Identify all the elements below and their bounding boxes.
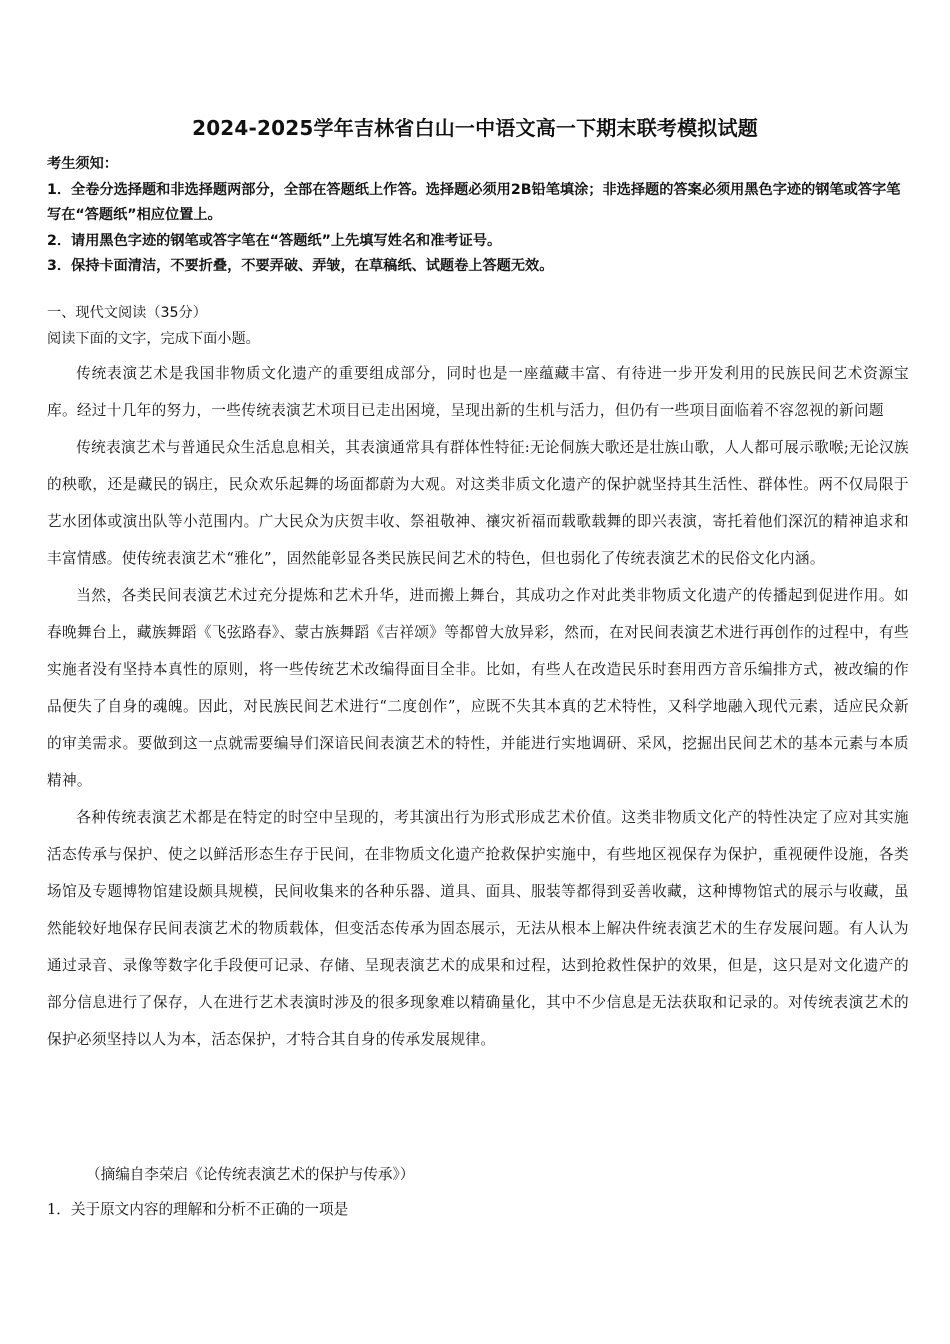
passage-paragraph-2: 传统表演艺术与普通民众生活息息相关，其表演通常具有群体性特征:无论侗族大歌还是壮族山歌，人人都可展示歌喉;无论汉族的秧歌，还是藏民的锅庄，民众欢乐起舞的场面都蔚为大观。对这类非质文化遗产的保护就坚持其生活性、群体性。两不仅局限于艺水团体或演出队等小范围内。广大民众为庆贺丰收、祭祖敬神、禳灾祈福而载歌载舞的即兴表演，寄托着他们深沉的精神追求和丰富情感。使传统表演艺术“雅化”，固然能彰显各类民族民间艺术的特色，但也弱化了传统表演艺术的民俗文化内涵。: [47, 439, 909, 567]
passage-paragraph-3: 当然，各类民间表演艺术过充分提炼和艺术升华，进而搬上舞台，其成功之作对此类非物质文化遗产的传播起到促进作用。如春晚舞台上，藏族舞蹈《飞弦路春》、蒙古族舞蹈《吉祥颂》等都曾大放异彩，然而，在对民间表演艺术进行再创作的过程中，有些实施者没有坚持本真性的原则，将一些传统艺术改编得面目全非。比如，有些人在改造民乐时套用西方音乐编排方式，被改编的作品便失了自身的魂魄。因此，对民族民间艺术进行“二度创作”，应既不失其本真的艺术特性，又科学地融入现代元素，适应民众新的审美需求。要做到这一点就需要编导们深谙民间表演艺术的特性，并能进行实地调研、采风，挖掘出民间艺术的基本元素与本质精神。: [47, 587, 909, 789]
notice-heading: 考生须知：: [47, 156, 118, 172]
passage-paragraph-4: 各种传统表演艺术都是在特定的时空中呈现的，考其演出行为形式形成艺术价值。这类非物质文化产的特性决定了应对其实施活态传承与保护、使之以鲜活形态生存于民间，在非物质文化遗产抢救保护实施中，有些地区视保存为保护，重视硬件设施，各类场馆及专题博物馆建设颇具规模，民间收集来的各种乐器、道具、面具、服装等都得到妥善收藏，这种博物馆式的展示与收藏，虽然能较好地保存民间表演艺术的物质载体，但变活态传承为固态展示，无法从根本上解决件统表演艺术的生存发展问题。有人认为通过录音、录像等数字化手段便可记录、存储、呈现表演艺术的成果和过程，达到抢救性保护的效果，但是，这只是对文化遗产的部分信息进行了保存，人在进行艺术表演时涉及的很多现象难以精确量化，其中不少信息是无法获取和记录的。对传统表演艺术的保护必须坚持以人为本，活态保护，才特合其自身的传承发展规律。: [47, 809, 909, 1048]
reading-passage: [47, 355, 909, 1058]
reading-section: [47, 301, 907, 352]
section-heading: 一、现代文阅读（35分）: [47, 305, 207, 321]
notice-item-3: 3．保持卡面清洁，不要折叠，不要弄破、弄皱，在草稿纸、试题卷上答题无效。: [47, 258, 554, 274]
page-title: 2024-2025学年吉林省白山一中语文高一下期末联考模拟试题: [192, 116, 758, 140]
passage-source: （摘编自李荣启《论传统表演艺术的保护与传承》）: [86, 1166, 415, 1183]
notice-item-2: 2．请用黑色字迹的钢笔或答字笔在“答题纸”上先填写姓名和准考证号。: [47, 232, 502, 249]
notice-item-1: 1．全卷分选择题和非选择题两部分，全部在答题纸上作答。选择题必须用2B铅笔填涂；非选择题的答案必须用黑色字迹的钢笔或答字笔写在“答题纸”相应位置上。: [47, 181, 901, 223]
candidate-notice: [47, 152, 907, 280]
section-instruction: 阅读下面的文字，完成下面小题。: [47, 330, 260, 347]
passage-paragraph-1: 传统表演艺术是我国非物质文化遗产的重要组成部分，同时也是一座蕴藏丰富、有待进一步开发利用的民族民间艺术资源宝库。经过十几年的努力，一些传统表演艺术项目已走出困境，呈现出新的生机与活力，但仍有一些项目面临着不容忽视的新问题: [47, 365, 909, 419]
question-1: 1．关于原文内容的理解和分析不正确的一项是: [47, 1201, 349, 1218]
